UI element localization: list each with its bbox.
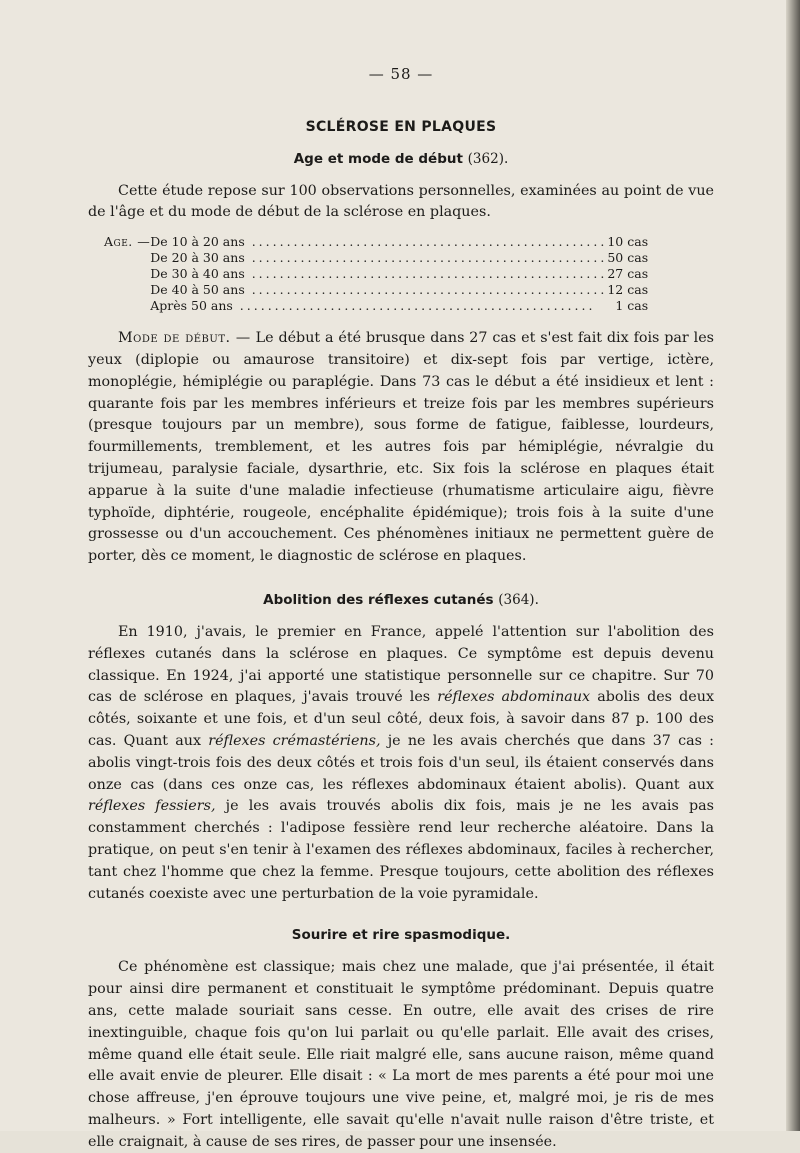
page-spine-shadow xyxy=(786,0,800,1131)
age-range: Après 50 ans xyxy=(150,298,233,314)
mode-paragraph xyxy=(88,328,714,568)
rire-paragraph: Ce phénomène est classique; mais chez une malade, que j'ai présentée, il était pour ainsi dire permanent et constituait le symptôme prédominant. Depuis quatre ans, cette malade souriait sans cesse. En outre, elle avait des crises de rire inextinguible, chaque fois qu'on lui parlait ou qu'elle parlait. Elle avait des crises, même quand elle était seule. Elle riait malgré elle, sans aucune raison, même quand elle avait envie de pleurer. Elle disait : « La mort de mes parents a été pour moi une chose affreuse, j'en éprouve toujours une vive peine, et, malgré moi, je ris de mes malheurs. » Fort intelligente, elle savait qu'elle n'avait nulle raison d'être triste, et elle craignait, à cause de ses rires, de passer pour une insensée. xyxy=(88,959,714,1150)
page-content xyxy=(88,64,714,1153)
age-range: De 20 à 30 ans xyxy=(150,250,245,266)
section-ref: (362). xyxy=(467,150,509,167)
text-run: En 1910, j'avais, le premier en France, appelé l'attention sur l'abolition des réflexes cutanés dans la sclérose en plaques. Ce symptôme est depuis devenu classique. En 1924, j'ai apporté une statistique personnelle sur ce chapitre. Sur 70 cas de sclérose en plaques, j'avais trouvé les xyxy=(88,623,714,706)
leader-dots: ................................................... xyxy=(244,266,608,282)
chapter-title: SCLÉROSE EN PLAQUES xyxy=(305,118,497,135)
section-ref: (364). xyxy=(498,591,539,608)
table-row xyxy=(104,266,648,282)
intro-paragraph: Cette étude repose sur 100 observations personnelles, examinées au point de vue de l'âge et du mode de début de la sclérose en plaques. xyxy=(88,182,714,221)
age-range: De 10 à 20 ans xyxy=(150,234,245,250)
leader-dots: ................................................... xyxy=(244,234,608,250)
age-count: 50 cas xyxy=(607,250,649,266)
section-title-age xyxy=(88,149,714,169)
table-row xyxy=(104,282,648,298)
leader-dots: ................................................... xyxy=(244,282,608,298)
table-row xyxy=(104,250,648,266)
mode-label: Mode de début. — xyxy=(118,330,251,347)
age-count: 27 cas xyxy=(607,266,649,282)
reflexes-paragraph xyxy=(88,622,714,905)
age-count: 10 cas xyxy=(607,234,649,250)
emphasis: réflexes crémastériens, xyxy=(208,732,381,749)
section-title-reflexes xyxy=(88,590,714,610)
section-title-text: Age et mode de début xyxy=(293,150,463,167)
age-range: De 40 à 50 ans xyxy=(150,282,245,298)
age-range: De 30 à 40 ans xyxy=(150,266,245,282)
table-row xyxy=(104,234,648,250)
emphasis: réflexes abdominaux xyxy=(437,689,591,706)
age-count: 1 cas xyxy=(615,298,649,314)
age-table xyxy=(104,234,648,314)
section-title-text: Abolition des réflexes cutanés xyxy=(263,591,494,608)
text-run: je les avais trouvés abolis dix fois, mais je ne les avais pas constamment cherchés : l'adipose fessière rend leur recherche aléatoire. Dans la pratique, on peut s'en tenir à l'examen des réflexes abdominaux, faciles à rechercher, tant chez l'homme que chez la femme. Presque toujours, cette abolition des réflexes cutanés coexiste avec une perturbation de la voie pyramidale. xyxy=(88,798,715,902)
emphasis: réflexes fessiers, xyxy=(88,798,216,815)
page-number: — 58 — xyxy=(368,65,434,83)
text-run: je ne les avais cherchés que dans 37 cas : abolis vingt-trois fois des deux côtés et trois fois d'un seul, ils étaient conservés dans onze cas (dans ces onze cas, les réflexes abdominaux étaient abolis). Quant aux xyxy=(88,732,715,793)
leader-dots: ................................................... xyxy=(244,250,608,266)
age-count: 12 cas xyxy=(607,282,649,298)
text-run: abolis des deux côtés, soixante et une fois, et d'un seul côté, deux fois, à savoir dans 87 p. 100 des cas. Quant aux xyxy=(88,689,715,749)
table-row xyxy=(104,298,648,314)
section-title-rire: Sourire et rire spasmodique. xyxy=(291,927,511,944)
age-label: Age. — xyxy=(104,234,151,250)
leader-dots: ................................................... xyxy=(232,298,596,314)
mode-text: Le début a été brusque dans 27 cas et s'est fait dix fois par les yeux (diplopie ou amaurose transitoire) et dix-sept fois par vertige, ictère, monoplégie, hémiplégie ou paraplégie. Dans 73 cas le début a été insidieux et lent : quarante fois par les membres inférieurs et treize fois par les membres supérieurs (presque toujours par un membre), sous forme de fatigue, faiblesse, lourdeurs, fourmillements, tremblement, et les autres fois par hémiplégie, névralgie du trijumeau, paralysie faciale, dysarthrie, etc. Six fois la sclérose en plaques était apparue à la suite d'une maladie infectieuse (rhumatisme articulaire aigu, fièvre typhoïde, diphtérie, rougeole, encéphalite épidémique); trois fois à la suite d'une grossesse ou d'un accouchement. Ces phénomènes initiaux ne permettent guère de porter, dès ce moment, le diagnostic de sclérose en plaques. xyxy=(88,330,715,565)
